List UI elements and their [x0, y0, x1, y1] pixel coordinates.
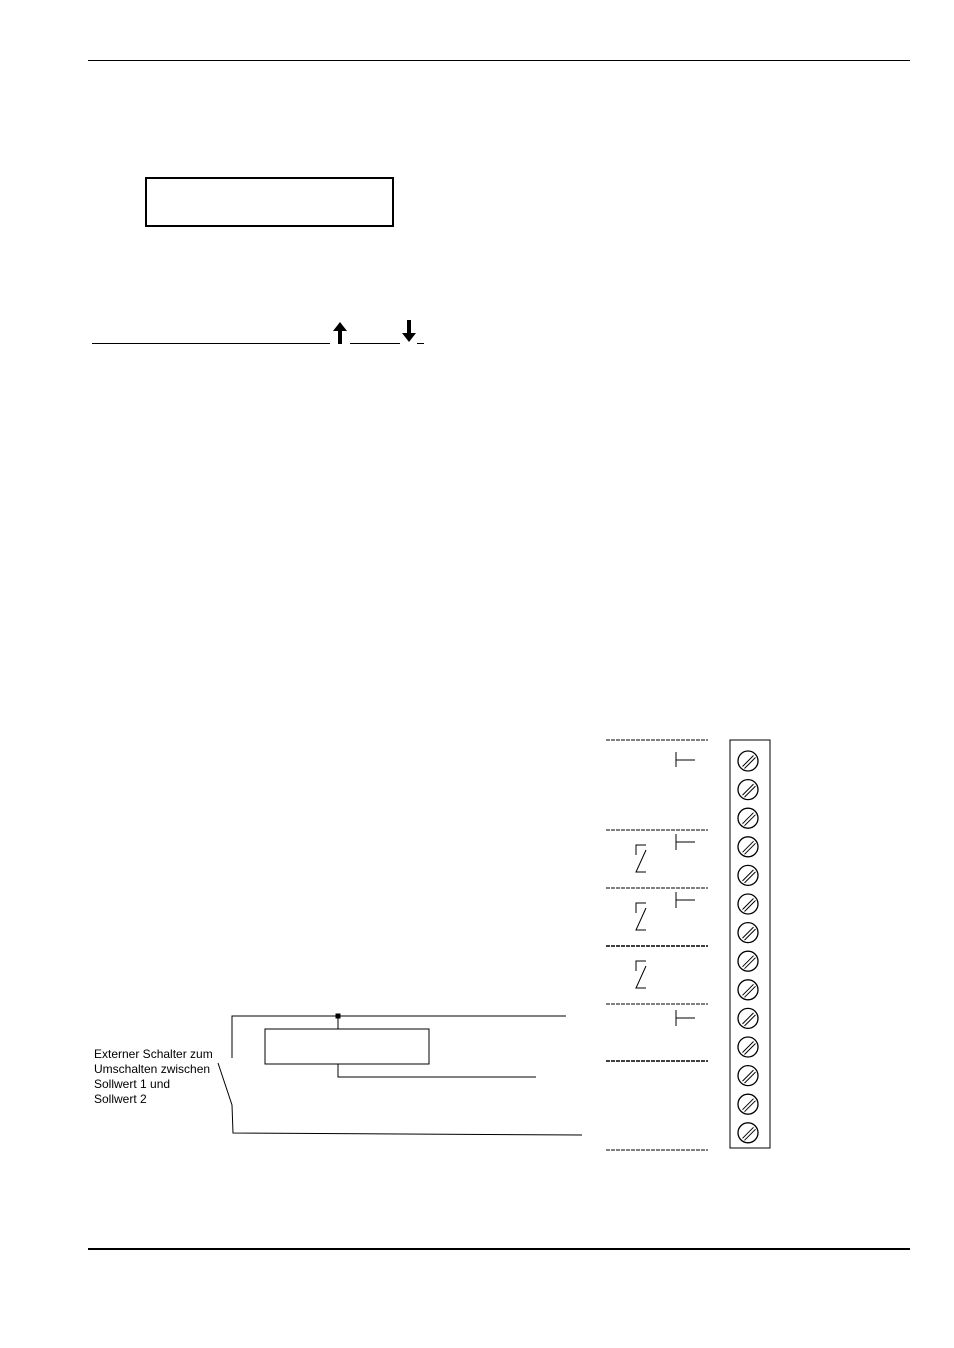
screw-terminal-icon	[738, 780, 758, 800]
external-switch-caption	[94, 1047, 234, 1107]
screw-terminal-icon	[738, 1008, 758, 1028]
screw-terminal-icon	[738, 980, 758, 1000]
footer-rule	[88, 1248, 910, 1250]
relay-contacts	[636, 845, 646, 988]
caption-line-4: Sollwert 2	[94, 1092, 147, 1106]
key-underline-left	[92, 343, 330, 344]
terminal-list	[738, 751, 758, 1143]
key-underline-middle	[350, 343, 400, 344]
external-switch-wiring	[218, 1014, 582, 1135]
screw-terminal-icon	[738, 894, 758, 914]
key-underline-right	[417, 343, 424, 344]
screw-terminal-icon	[738, 751, 758, 771]
screw-terminal-icon	[738, 865, 758, 885]
down-arrow-icon	[400, 320, 418, 346]
caption-line-1: Externer Schalter zum	[94, 1047, 213, 1061]
screw-terminal-icon	[738, 808, 758, 828]
terminal-block	[730, 740, 770, 1148]
wiring-diagram	[0, 720, 954, 1180]
contact-symbols	[676, 752, 695, 1026]
header-rule	[88, 60, 910, 61]
caption-line-3: Sollwert 1 und	[94, 1077, 171, 1091]
up-arrow-icon	[331, 320, 349, 346]
screw-terminal-icon	[738, 1123, 758, 1143]
screw-terminal-icon	[738, 837, 758, 857]
caption-line-2: Umschalten zwischen	[94, 1062, 211, 1076]
screw-terminal-icon	[738, 1094, 758, 1114]
screw-terminal-icon	[738, 951, 758, 971]
screw-terminal-icon	[738, 923, 758, 943]
screw-terminal-icon	[738, 1037, 758, 1057]
dashed-separators	[606, 740, 708, 1150]
display-frame	[145, 177, 394, 227]
screw-terminal-icon	[738, 1066, 758, 1086]
